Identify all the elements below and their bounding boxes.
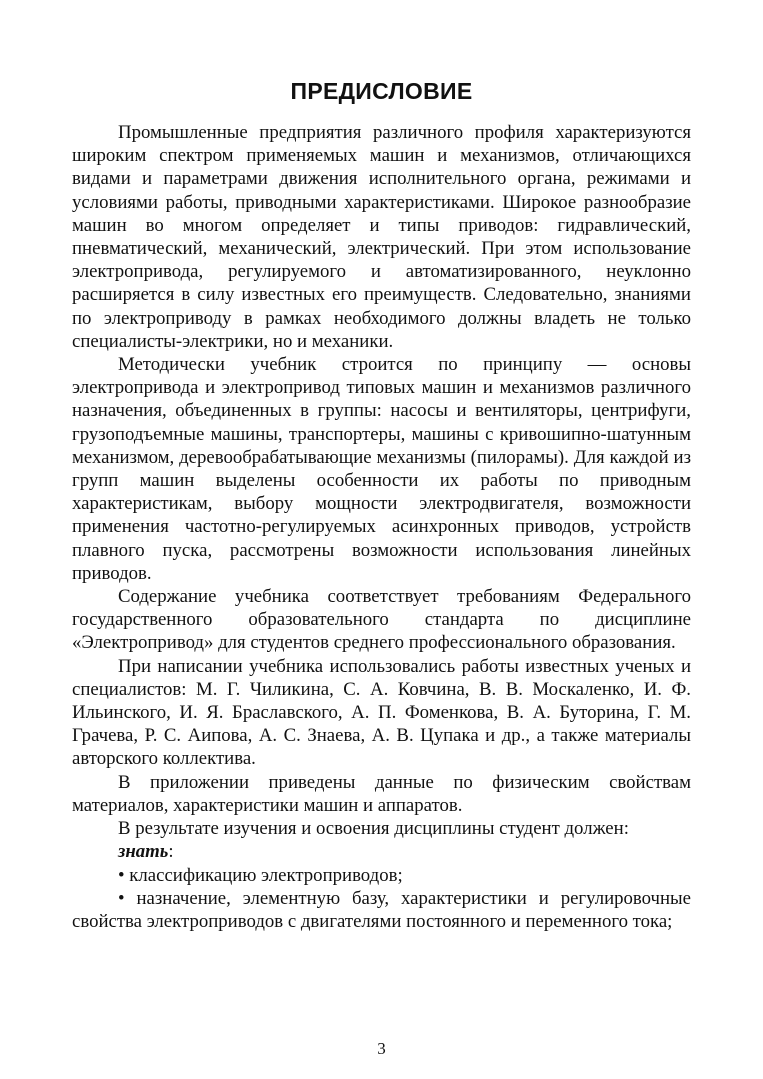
page-title: ПРЕДИСЛОВИЕ xyxy=(290,78,473,104)
paragraph-appendix: В приложении приведены данные по физическим свойствам материалов, характеристики машин и аппаратов. xyxy=(72,771,691,816)
know-heading xyxy=(72,840,691,863)
paragraph-outcomes: В результате изучения и освоения дисциплины студент должен: xyxy=(118,818,629,840)
know-label: знать xyxy=(118,841,169,863)
know-colon: : xyxy=(168,841,174,863)
bullet-item: • классификацию электроприводов; xyxy=(118,864,403,886)
bullet-item: • назначение, элементную базу, характеристики и регулировочные свойства электроприводов с двигателями постоянного и переменного тока; xyxy=(72,887,691,932)
paragraph-standard: Содержание учебника соответствует требованиям Федерального государственного образовательного стандарта по дисциплине «Электропривод» для студентов среднего профессионального образования. xyxy=(72,586,691,654)
paragraph-method: Методически учебник строится по принципу — основы электропривода и электропривод типовых машин и механизмов различного назначения, объединенных в группы: насосы и вентиляторы, центрифуги, грузоподъемные машины, транспортеры, машины с кривошипно-шатунным механизмом, деревообрабатывающие механизмы (пилорамы). Для каждой из групп машин выделены особенности их работы по приводным характеристикам, выбору мощности электродвигателя, возможности применения частотно-регулируемых асинхронных приводов, устройств плавного пуска, рассмотрены возможности использования линейных приводов. xyxy=(72,354,691,584)
paragraph-intro: Промышленные предприятия различного профиля характеризуются широким спектром применяемых машин и механизмов, отличающихся видами и параметрами движения исполнительного органа, режимами и условиями работы, приводными характеристиками. Широкое разнообразие машин во многом определяет и типы приводов: гидравлический, пневматический, механический, электрический. При этом использование электропривода, регулируемого и автоматизированного, неуклонно расширяется в силу известных его преимуществ. Следовательно, знаниями по электроприводу в рамках необходимого должны владеть не только специалисты-электрики, но и механики. xyxy=(72,122,691,352)
page-number: 3 xyxy=(377,1039,386,1058)
body-text xyxy=(72,121,691,933)
paragraph-sources: При написании учебника использовались работы известных ученых и специалистов: М. Г. Чиликина, С. А. Ковчина, В. В. Москаленко, И. Ф. Ильинского, И. Я. Браславского, А. П. Фоменкова, В. А. Буторина, Г. М. Грачева, Р. С. Аипова, А. С. Знаева, А. В. Цупака и др., а также материалы авторского коллектива. xyxy=(72,655,691,770)
